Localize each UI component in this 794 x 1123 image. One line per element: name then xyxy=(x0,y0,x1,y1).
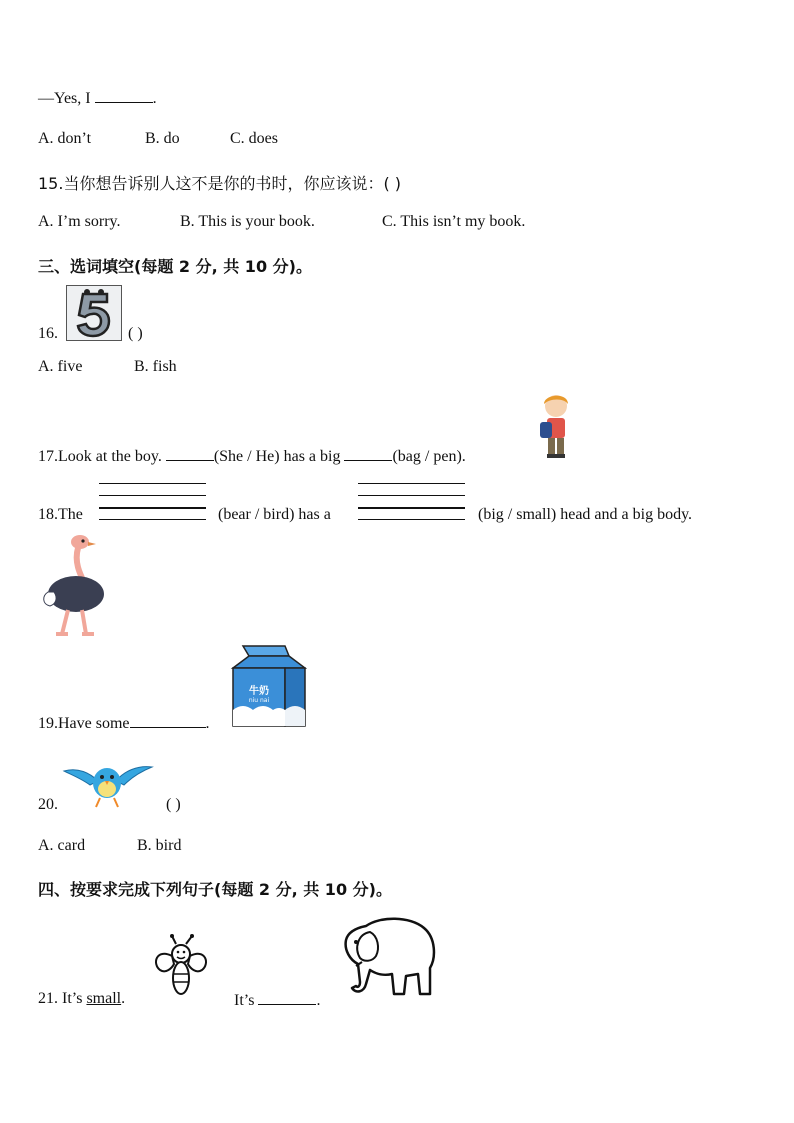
q14-answer-suffix: . xyxy=(152,90,157,107)
q19-text-1: Have some xyxy=(58,715,130,732)
q20-option-a[interactable]: A. card xyxy=(38,837,86,854)
q16-option-b[interactable]: B. fish xyxy=(134,358,177,375)
q14-answer-prefix: —Yes, I xyxy=(38,90,95,107)
q21-underlined-word: small xyxy=(86,990,122,1007)
q20-option-b[interactable]: B. bird xyxy=(137,837,182,854)
q14-answer-line xyxy=(38,88,157,108)
number-five-icon xyxy=(66,285,122,341)
q17-blank-1[interactable] xyxy=(166,446,214,461)
ostrich-icon xyxy=(38,534,108,639)
q19-text-2: . xyxy=(205,715,210,732)
q16-paren[interactable]: ( ) xyxy=(128,325,143,342)
q21-text-3: It’s xyxy=(234,992,259,1009)
q18-text-1: The xyxy=(58,506,83,523)
q16-number: 16. xyxy=(38,325,58,342)
butterfly-icon xyxy=(152,934,210,1002)
q14-blank[interactable] xyxy=(95,88,153,103)
q19-number: 19. xyxy=(38,715,58,732)
q17-text-1: Look at the boy. xyxy=(58,448,166,465)
q21-text-2: . xyxy=(121,990,126,1007)
q21-text-4: . xyxy=(316,992,321,1009)
q15-option-c[interactable]: C. This isn’t my book. xyxy=(382,213,526,230)
q21-left-sentence xyxy=(38,990,125,1008)
q14-option-c[interactable]: C. does xyxy=(230,130,278,147)
q17-text-3: (bag / pen). xyxy=(392,448,466,465)
q19-blank[interactable] xyxy=(130,713,206,728)
q21-text-1: It’s xyxy=(58,990,87,1007)
q20-paren[interactable]: ( ) xyxy=(166,796,181,813)
q17-line xyxy=(38,446,466,466)
q14-option-b[interactable]: B. do xyxy=(145,130,180,147)
milk-carton-sublabel: niu nai xyxy=(248,697,270,704)
flying-bird-icon xyxy=(60,753,156,811)
section4-heading: 四、按要求完成下列句子(每题 2 分, 共 10 分)。 xyxy=(38,880,392,899)
q18-number: 18. xyxy=(38,506,58,523)
milk-carton-icon xyxy=(229,644,307,728)
q18-text-2: (bear / bird) has a xyxy=(218,506,331,523)
q15-option-a[interactable]: A. I’m sorry. xyxy=(38,213,121,230)
q18-blank-2[interactable] xyxy=(358,500,465,520)
milk-carton-label: 牛奶 xyxy=(249,686,269,697)
q17-text-2: (She / He) has a big xyxy=(213,448,345,465)
q15-stem: 15.当你想告诉别人这不是你的书时，你应该说：( ) xyxy=(38,174,402,193)
q18-blank-1[interactable] xyxy=(99,500,206,520)
boy-with-backpack-icon xyxy=(536,392,576,462)
q14-option-a[interactable]: A. don’t xyxy=(38,130,92,147)
q21-number: 21. xyxy=(38,990,58,1007)
q20-number: 20. xyxy=(38,796,58,813)
q21-right-sentence xyxy=(234,990,320,1010)
q15-option-b[interactable]: B. This is your book. xyxy=(180,213,315,230)
q18-text-3: (big / small) head and a big body. xyxy=(478,506,693,523)
q17-blank-2[interactable] xyxy=(344,446,392,461)
elephant-icon xyxy=(336,914,440,1000)
q17-number: 17. xyxy=(38,448,58,465)
section3-heading: 三、选词填空(每题 2 分, 共 10 分)。 xyxy=(38,257,312,276)
q16-option-a[interactable]: A. five xyxy=(38,358,83,375)
q19-line xyxy=(38,713,210,733)
q21-blank[interactable] xyxy=(258,990,316,1005)
q18-prefix xyxy=(38,506,83,524)
